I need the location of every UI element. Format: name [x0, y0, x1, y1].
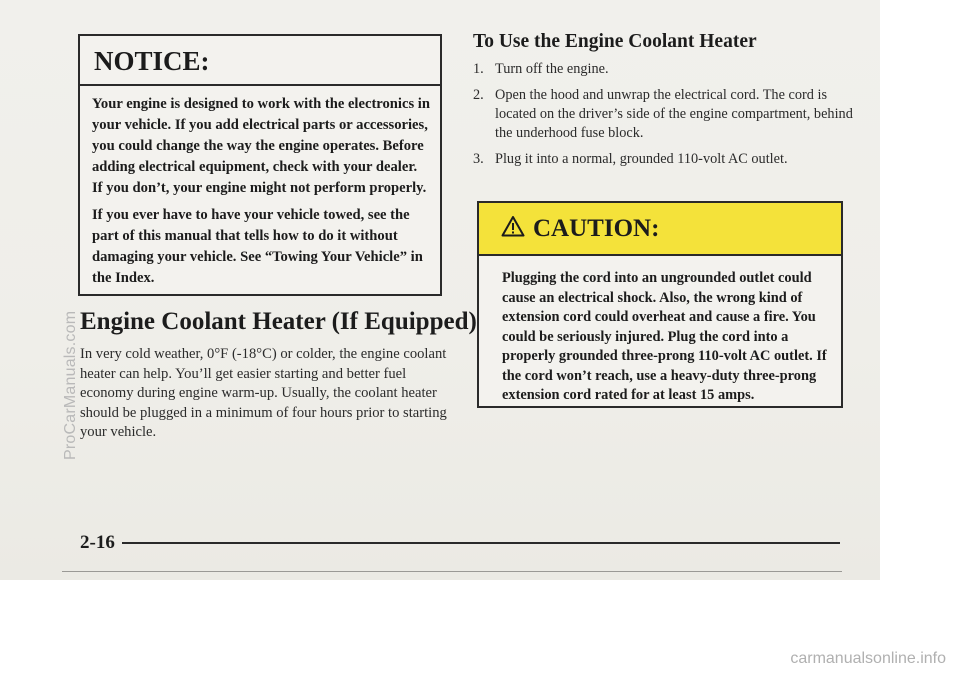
instructions-title: To Use the Engine Coolant Heater: [473, 31, 757, 52]
section-title: Engine Coolant Heater (If Equipped): [80, 308, 477, 335]
section-text: In very cold weather, 0°F (-18°C) or colder, the engine coolant heater can help. You’ll get easier starting and better fuel economy during engine warm-up. Usually, the coolant heater should be plugged in a minimum of four hours prior to starting your vehicle.: [80, 346, 447, 440]
page-edge-line: [62, 571, 842, 572]
notice-body: [80, 86, 440, 289]
step-text: Plug it into a normal, grounded 110-volt AC outlet.: [495, 151, 788, 167]
step-text: Turn off the engine.: [495, 61, 609, 77]
step-number: 2.: [473, 87, 484, 103]
notice-paragraph: If you ever have to have your vehicle towed, see the part of this manual that tells how to do it without damaging your vehicle. See “Towing Your Vehicle” in the Index.: [92, 207, 423, 286]
instructions-steps: [473, 60, 853, 176]
caution-header: [479, 203, 841, 256]
side-watermark: ProCarManuals.com: [62, 310, 79, 460]
step-item: [473, 86, 853, 143]
caution-body: [479, 256, 841, 406]
bottom-watermark: carmanualsonline.info: [790, 650, 946, 667]
notice-paragraph: Your engine is designed to work with the electronics in your vehicle. If you add electrical parts or accessories, you could change the way the engine operates. Before adding electrical equipment, check with your dealer. If you don’t, your engine might not perform properly.: [92, 96, 430, 196]
notice-heading: NOTICE:: [80, 36, 440, 86]
caution-box: [477, 201, 843, 408]
footer-rule: [122, 542, 840, 544]
step-text: Open the hood and unwrap the electrical cord. The cord is located on the driver’s side of the engine compartment, behind the underhood fuse block.: [495, 87, 853, 141]
step-number: 1.: [473, 61, 484, 77]
step-number: 3.: [473, 151, 484, 167]
step-item: [473, 60, 853, 79]
page-number: 2-16: [80, 532, 115, 553]
caution-text: Plugging the cord into an ungrounded outlet could cause an electrical shock. Also, the wrong kind of extension cord could overheat and cause a fire. You could be seriously injured. Plug the cord into a properly grounded three-prong 110-volt AC outlet. If the cord won’t reach, use a heavy-duty three-prong extension cord rated for at least 15 amps.: [502, 270, 827, 403]
caution-label: CAUTION:: [533, 214, 660, 242]
step-item: [473, 150, 853, 169]
notice-box: [78, 34, 442, 296]
warning-triangle-icon: [501, 215, 525, 242]
